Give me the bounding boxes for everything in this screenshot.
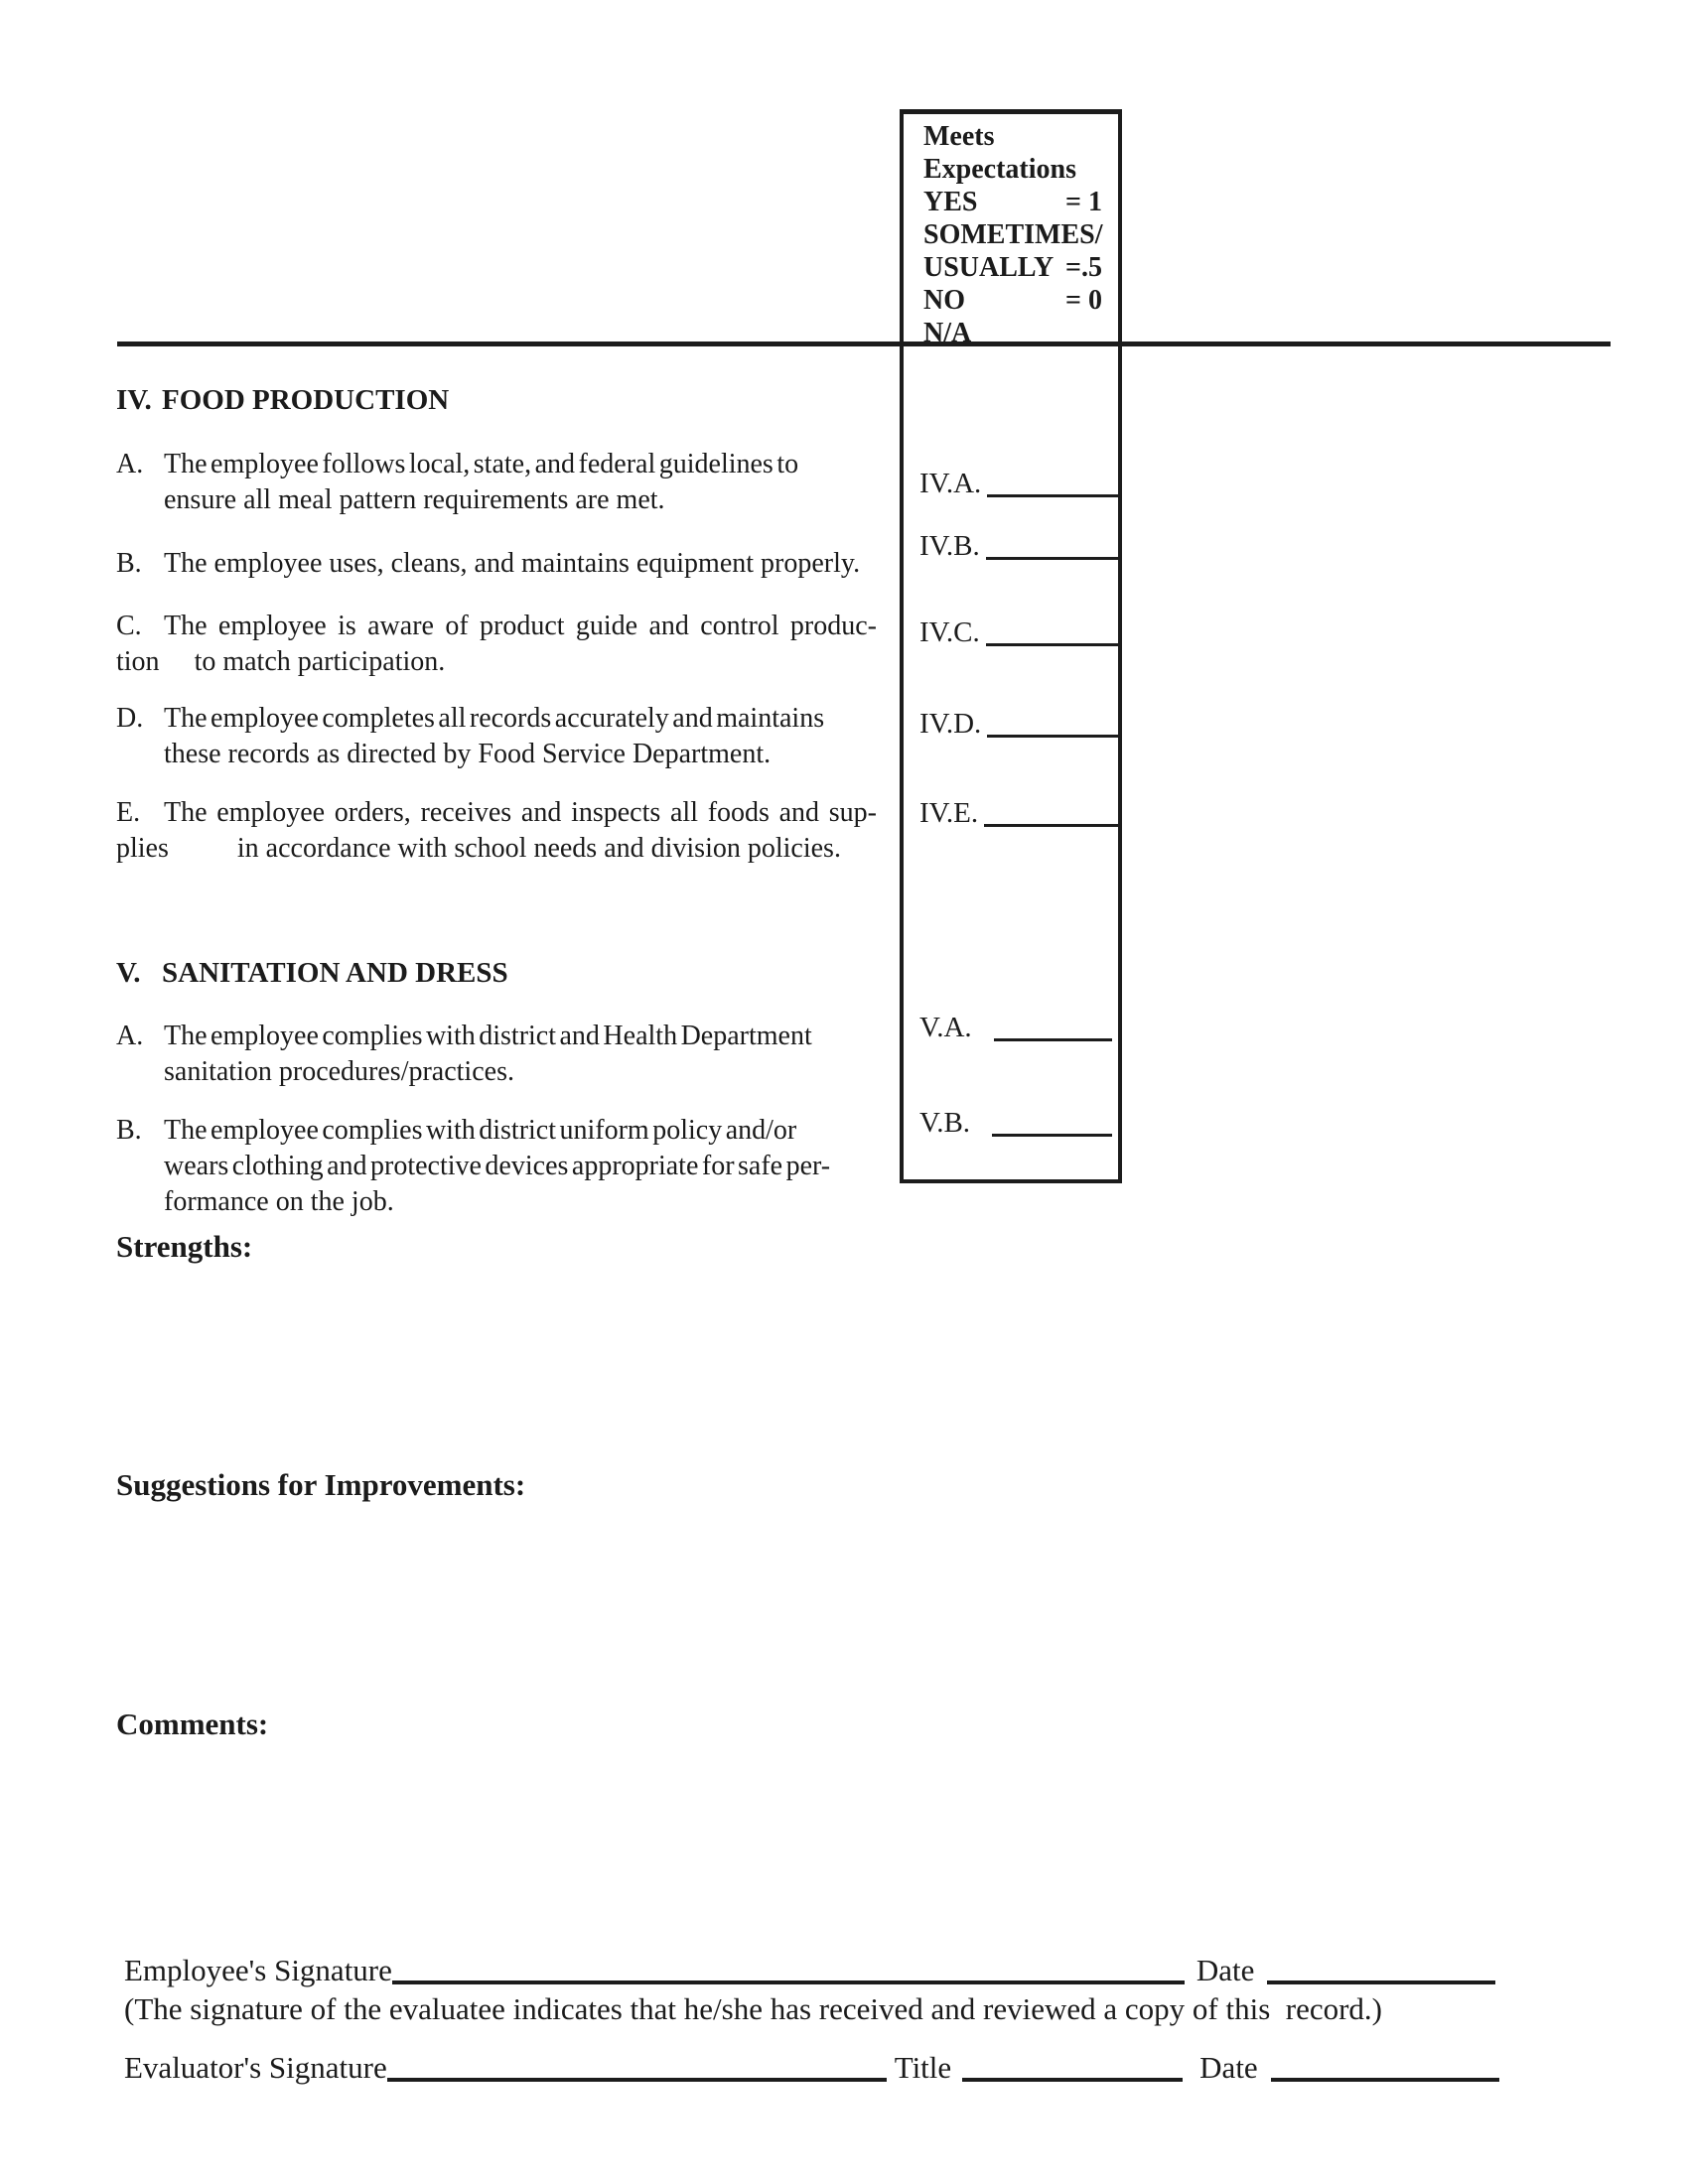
legend-row-no xyxy=(923,284,1104,317)
score-blank-iv-b[interactable] xyxy=(986,557,1118,560)
employee-signature-line[interactable] xyxy=(392,1980,1185,1984)
section-title: SANITATION AND DRESS xyxy=(162,957,508,989)
legend-row-yes xyxy=(923,186,1104,218)
strengths-label: Strengths: xyxy=(116,1229,253,1264)
score-blank-v-b[interactable] xyxy=(992,1134,1112,1137)
item-letter: E. xyxy=(116,797,141,828)
signature-note: (The signature of the evaluatee indicates that he/she has received and reviewed a copy of this record.) xyxy=(124,1991,1383,2026)
item-letter: C. xyxy=(116,611,142,641)
item-line: The employee complies with district and Health Department xyxy=(164,1021,812,1051)
score-row-iv-b xyxy=(919,529,1118,563)
title-line[interactable] xyxy=(962,2078,1183,2082)
item-line: The employee completes all records accurately and maintains xyxy=(164,703,825,734)
score-row-iv-d xyxy=(919,707,1118,741)
item-line: wears clothing and protective devices appropriate for safe per- xyxy=(164,1151,831,1181)
section-title: FOOD PRODUCTION xyxy=(162,384,450,416)
legend-label: SOMETIMES/ xyxy=(923,219,1103,250)
employee-date-line[interactable] xyxy=(1267,1980,1495,1984)
score-blank-iv-d[interactable] xyxy=(987,735,1118,738)
evaluator-date-label: Date xyxy=(1199,2050,1258,2085)
score-row-iv-e xyxy=(919,796,1118,830)
score-label: IV.E. xyxy=(919,797,979,829)
item-line: The employee uses, cleans, and maintains equipment properly. xyxy=(164,548,861,579)
comments-label: Comments: xyxy=(116,1706,269,1741)
score-label: IV.B. xyxy=(919,530,980,562)
item-hang-line xyxy=(116,644,877,680)
score-label: IV.C. xyxy=(919,616,980,648)
item-line: these records as directed by Food Service Department. xyxy=(164,739,772,769)
legend-title-line2: Expectations xyxy=(923,154,1076,185)
item-iv-c xyxy=(116,609,877,680)
section-numeral: IV. xyxy=(116,384,152,416)
item-iv-e xyxy=(116,795,877,867)
score-label: V.A. xyxy=(919,1012,972,1043)
score-blank-iv-a[interactable] xyxy=(987,494,1118,497)
legend-label: N/A xyxy=(923,318,972,348)
legend-value: = 1 xyxy=(1065,187,1102,217)
legend-label: YES xyxy=(923,187,978,217)
item-hang-line xyxy=(116,831,877,867)
item-line: The employee orders, receives and inspects all foods and sup- xyxy=(164,797,877,828)
section-iv-heading xyxy=(116,382,877,418)
legend-value: =.5 xyxy=(1065,252,1102,283)
score-blank-iv-c[interactable] xyxy=(986,643,1118,646)
item-iv-d xyxy=(116,701,877,772)
score-row-iv-a xyxy=(919,467,1118,500)
scoring-legend-box xyxy=(900,109,1122,348)
legend-value: = 0 xyxy=(1065,285,1102,316)
evaluator-signature-label: Evaluator's Signature xyxy=(124,2050,387,2085)
section-v-heading xyxy=(116,955,877,991)
hang-word: tion xyxy=(116,646,160,677)
legend-row-sometimes xyxy=(923,218,1104,251)
score-blank-v-a[interactable] xyxy=(994,1038,1112,1041)
hang-word: plies xyxy=(116,833,169,864)
item-iv-a xyxy=(116,447,877,518)
legend-row-usually xyxy=(923,251,1104,284)
title-label: Title xyxy=(894,2050,952,2085)
item-line: formance on the job. xyxy=(164,1186,394,1217)
item-letter: B. xyxy=(116,548,142,579)
score-row-iv-c xyxy=(919,615,1118,649)
evaluator-date-line[interactable] xyxy=(1271,2078,1499,2082)
item-letter: B. xyxy=(116,1115,142,1146)
section-numeral: V. xyxy=(116,957,141,989)
hang-text: to match participation. xyxy=(194,646,446,677)
score-row-v-a xyxy=(919,1011,1112,1044)
item-line: The employee complies with district uniform policy and/or xyxy=(164,1115,797,1146)
score-column-box xyxy=(900,345,1122,1183)
employee-signature-label: Employee's Signature xyxy=(124,1953,392,1987)
evaluator-signature-row xyxy=(124,2049,1499,2087)
evaluator-signature-line[interactable] xyxy=(387,2078,887,2082)
item-line: The employee is aware of product guide and control produc- xyxy=(164,611,877,641)
item-iv-b xyxy=(116,546,877,582)
item-v-a xyxy=(116,1019,877,1090)
score-blank-iv-e[interactable] xyxy=(984,824,1118,827)
legend-label: NO xyxy=(923,285,965,316)
item-letter: A. xyxy=(116,1021,144,1051)
item-letter: D. xyxy=(116,703,144,734)
item-line: ensure all meal pattern requirements are met. xyxy=(164,484,665,515)
item-letter: A. xyxy=(116,449,144,479)
employee-date-label: Date xyxy=(1196,1953,1255,1987)
employee-signature-row xyxy=(124,1952,1495,1989)
hang-text: in accordance with school needs and division policies. xyxy=(236,833,841,864)
score-label: V.B. xyxy=(919,1107,971,1139)
item-v-b xyxy=(116,1113,877,1220)
score-row-v-b xyxy=(919,1106,1112,1140)
section-divider-rule xyxy=(117,341,1611,346)
item-line: The employee follows local, state, and federal guidelines to xyxy=(164,449,799,479)
score-label: IV.D. xyxy=(919,708,982,740)
suggestions-label: Suggestions for Improvements: xyxy=(116,1467,526,1502)
score-label: IV.A. xyxy=(919,468,982,499)
legend-label: USUALLY xyxy=(923,252,1055,283)
legend-title-line1: Meets xyxy=(923,121,995,152)
item-line: sanitation procedures/practices. xyxy=(164,1056,514,1087)
